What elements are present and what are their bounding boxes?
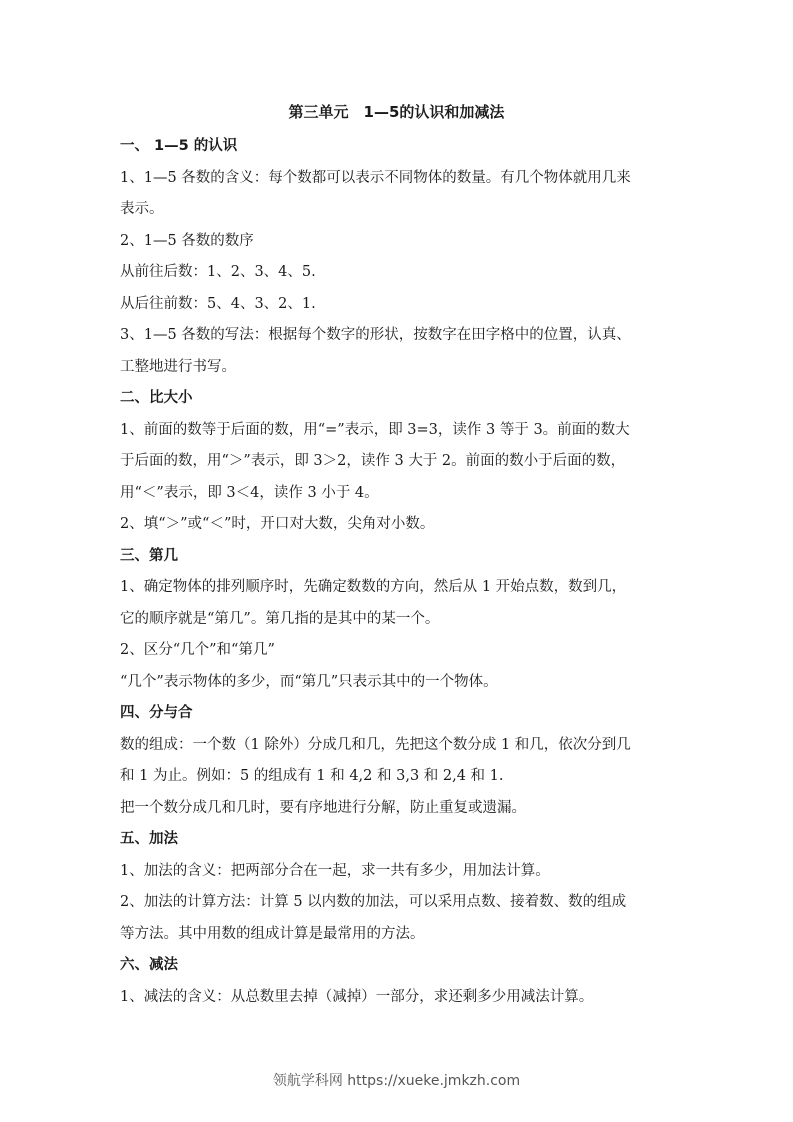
footer-watermark: 领航学科网 https://xueke.jmkzh.com (272, 1073, 521, 1089)
paragraph-line: 把一个数分成几和几时，要有序地进行分解，防止重复或遗漏。 (120, 799, 526, 816)
paragraph-line: 2、区分“几个”和“第几” (120, 642, 275, 658)
paragraph-line: “几个”表示物体的多少，而“第几”只表示其中的一个物体。 (120, 673, 498, 690)
paragraph-line: 从后往前数：5、4、3、2、1. (120, 295, 316, 312)
section-heading: 二、比大小 (120, 390, 193, 406)
section-heading: 五、加法 (120, 831, 178, 847)
paragraph-line: 1、确定物体的排列顺序时，先确定数数的方向，然后从 1 开始点数，数到几， (120, 579, 627, 595)
section-heading: 四、分与合 (120, 705, 193, 721)
paragraph-line: 2、1—5 各数的数序 (120, 232, 254, 249)
section-heading: 三、第几 (120, 547, 178, 564)
section-heading: 六、减法 (120, 957, 178, 973)
paragraph-line: 等方法。其中用数的组成计算是最常用的方法。 (120, 925, 425, 942)
paragraph-line: 2、填“＞”或“＜”时，开口对大数，尖角对小数。 (120, 516, 435, 532)
section-heading: 一、 1—5 的认识 (120, 138, 238, 154)
paragraph-line: 3、1—5 各数的写法：根据每个数字的形状，按数字在田字格中的位置，认真、 (120, 327, 631, 343)
paragraph-line: 表示。 (120, 201, 164, 217)
paragraph-line: 它的顺序就是“第几”。第几指的是其中的某一个。 (120, 610, 440, 627)
document-body (120, 131, 680, 1013)
paragraph-line: 用“＜”表示，即 3＜4，读作 3 小于 4。 (120, 484, 379, 501)
paragraph-line: 从前往后数：1、2、3、4、5. (120, 264, 316, 280)
paragraph-line: 数的组成：一个数（1 除外）分成几和几，先把这个数分成 1 和几，依次分到几 (120, 736, 631, 753)
paragraph-line: 1、1—5 各数的含义：每个数都可以表示不同物体的数量。有几个物体就用几来 (120, 169, 631, 186)
paragraph-line: 于后面的数，用“＞”表示，即 3＞2，读作 3 大于 2。前面的数小于后面的数， (120, 453, 626, 469)
paragraph-line: 1、前面的数等于后面的数，用“=”表示，即 3=3，读作 3 等于 3。前面的数大 (120, 421, 630, 438)
paragraph-line: 1、减法的含义：从总数里去掉（减掉）一部分，求还剩多少用减法计算。 (120, 988, 594, 1005)
paragraph-line: 工整地进行书写。 (120, 358, 236, 375)
paragraph-line: 和 1 为止。例如：5 的组成有 1 和 4,2 和 3,3 和 2,4 和 1. (120, 768, 504, 784)
document-title: 第三单元 1—5的认识和加减法 (288, 103, 505, 121)
paragraph-line: 1、加法的含义：把两部分合在一起，求一共有多少，用加法计算。 (120, 862, 550, 879)
paragraph-line: 2、加法的计算方法：计算 5 以内数的加法，可以采用点数、接着数、数的组成 (120, 894, 627, 910)
